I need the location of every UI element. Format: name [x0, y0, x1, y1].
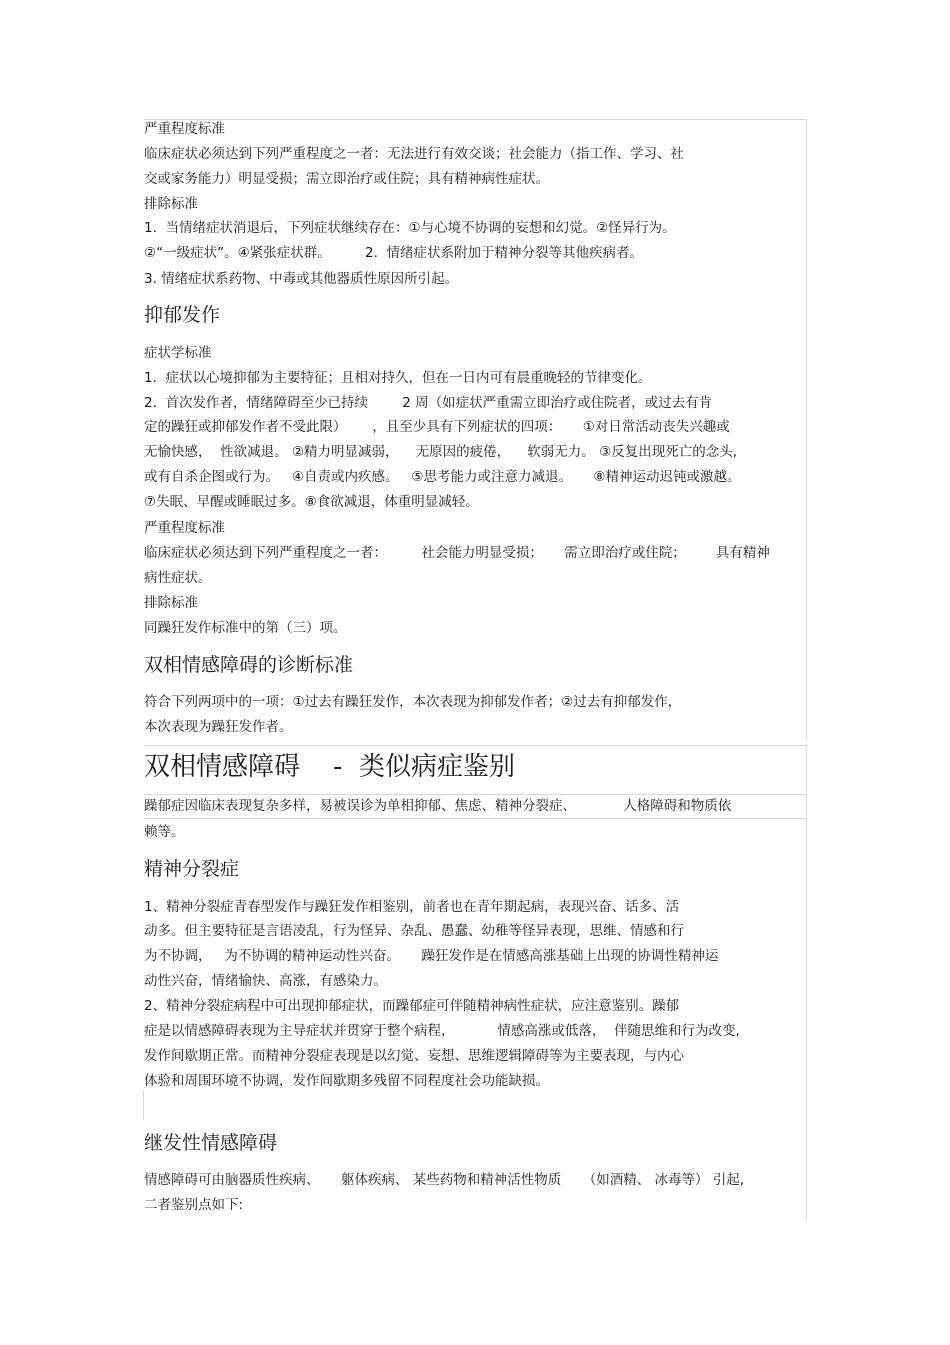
schizophrenia-text-line: 体验和周围环境不协调，发作间歇期多残留不同程度社会功能缺损。 [144, 1073, 549, 1089]
frame-right-line-2 [806, 745, 807, 1220]
symptom-text-line: 或有自杀企图或行为。 ④自责或内疚感。 ⑤思考能力或注意力减退。 ⑧精神运动迟钝或激越。 [144, 469, 741, 485]
schizophrenia-text-line: 发作间歇期正常。而精神分裂症表现是以幻觉、妄想、思维逻辑障碍等为主要表现，与内心 [144, 1048, 684, 1064]
bipolar-text-line: 本次表现为躁狂发作者。 [144, 719, 293, 735]
symptom-text-line: 2. 首次发作者，情绪障碍至少已持续 2 周（如症状严重需立即治疗或住院者，或过去有肯 [144, 395, 713, 411]
depression-heading: 抑郁发作 [144, 304, 221, 326]
secondary-text-line: 二者鉴别点如下: [144, 1197, 244, 1213]
bipolar-text-line: 符合下列两项中的一项：①过去有躁狂发作，本次表现为抑郁发作者；②过去有抑郁发作， [144, 694, 682, 710]
differential-intro-line: 躁郁症因临床表现复杂多样，易被误诊为单相抑郁、焦虑、精神分裂症、 人格障碍和物质依 [144, 798, 732, 814]
severity-label: 严重程度标准 [144, 520, 225, 536]
secondary-heading: 继发性情感障碍 [144, 1132, 278, 1154]
schizophrenia-text-line: 1、精神分裂症青春型发作与躁狂发作相鉴别，前者也在青年期起病，表现兴奋、话多、活 [144, 899, 680, 915]
symptom-text-line: 定的躁狂或抑郁发作者不受此限） ，且至少具有下列症状的四项： ①对日常活动丧失兴趣或 [144, 419, 730, 435]
symptom-text-line: ⑦失眠、早醒或睡眠过多。⑧食欲减退，体重明显减轻。 [144, 494, 479, 510]
frame-title-top-line [144, 745, 807, 746]
frame-right-line-1 [806, 119, 807, 739]
secondary-text-line: 情感障碍可由脑器质性疾病、 躯体疾病、 某些药物和精神活性物质 （如酒精、 冰毒等） 引起, [144, 1172, 745, 1188]
frame-top-line [144, 119, 807, 120]
schizophrenia-text-line: 动性兴奋，情绪愉快、高涨，有感染力。 [144, 973, 387, 989]
exclusion-text-line: 3. 情绪症状系药物、中毒或其他器质性原因所引起。 [144, 271, 459, 287]
frame-title-bottom-line [144, 794, 807, 795]
schizophrenia-text-line: 动多。但主要特征是言语凌乱，行为怪异、杂乱、愚蠢、幼稚等怪异表现，思维、情感和行 [144, 923, 684, 939]
severity-text-line: 交或家务能力）明显受损；需立即治疗或住院；具有精神病性症状。 [144, 171, 549, 187]
frame-title-bottom-line-2 [144, 818, 807, 819]
differential-title: 双相情感障碍 - 类似病症鉴别 [144, 752, 515, 782]
severity-label: 严重程度标准 [144, 121, 225, 137]
schizophrenia-text-line: 2、精神分裂症病程中可出现抑郁症状，而躁郁症可伴随精神病性症状，应注意鉴别。躁郁 [144, 998, 680, 1014]
bipolar-heading: 双相情感障碍的诊断标准 [144, 654, 354, 676]
exclusion-label: 排除标准 [144, 595, 198, 611]
exclusion-text-line: 1. 当情绪症状消退后，下列症状继续存在：①与心境不协调的妄想和幻觉。②怪异行为。 [144, 220, 676, 236]
schizophrenia-text-line: 症是以情感障碍表现为主导症状并贯穿于整个病程， 情感高涨或低落， 伴随思维和行为改变, [144, 1023, 740, 1039]
differential-intro-line: 赖等。 [144, 824, 185, 840]
exclusion-text-line: ②“一级症状”。④紧张症状群。 2. 情绪症状系附加于精神分裂等其他疾病者。 [144, 245, 643, 261]
schizophrenia-heading: 精神分裂症 [144, 858, 240, 880]
symptom-label: 症状学标准 [144, 345, 212, 361]
severity-text-line: 临床症状必须达到下列严重程度之一者：无法进行有效交谈；社会能力（指工作、学习、社 [144, 146, 684, 162]
schizophrenia-text-line: 为不协调， 为不协调的精神运动性兴奋。 躁狂发作是在情感高涨基础上出现的协调性精神运 [144, 948, 719, 964]
severity-text-line: 病性症状。 [144, 570, 212, 586]
severity-text-line: 临床症状必须达到下列严重程度之一者： 社会能力明显受损； 需立即治疗或住院； 具有精神 [144, 545, 770, 561]
symptom-text-line: 无愉快感， 性欲减退。 ②精力明显减弱， 无原因的疲倦， 软弱无力。 ③反复出现死亡的念头, [144, 444, 737, 460]
exclusion-label: 排除标准 [144, 196, 198, 212]
exclusion-text-line: 同躁狂发作标准中的第（三）项。 [144, 620, 347, 636]
frame-left-line [143, 1090, 144, 1120]
symptom-text-line: 1. 症状以心境抑郁为主要特征；且相对持久，但在一日内可有晨重晚轻的节律变化。 [144, 370, 652, 386]
